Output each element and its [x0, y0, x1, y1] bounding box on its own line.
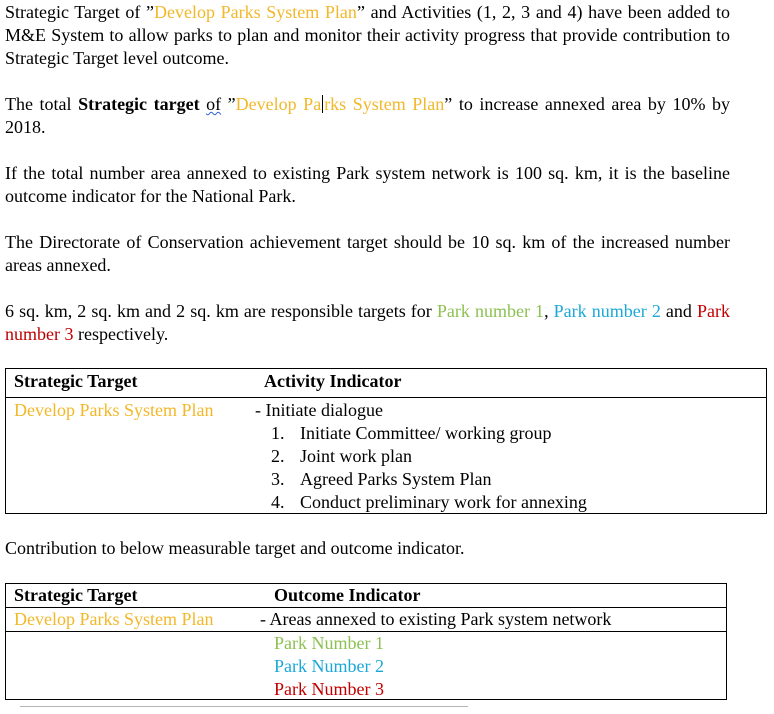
table-cell-park-1: Park Number 1 [274, 633, 384, 653]
table-cell-indicator: - Areas annexed to existing Park system network [260, 609, 612, 629]
paragraph-intro: Strategic Target of ”Develop Parks System Plan” and Activities (1, 2, 3 and 4) have been added to M&E System to allow parks to plan and monitor their activity progress that provide contribution to Strategic Target level outcome. [5, 2, 730, 68]
activity-list [271, 422, 587, 514]
paragraph-baseline: If the total number area annexed to existing Park system network is 100 sq. km, it is the baseline outcome indicator for the National Park. [5, 163, 730, 206]
activity-table [5, 368, 767, 514]
spelling-mark: of [206, 94, 222, 114]
table-cell-park-3: Park Number 3 [274, 679, 384, 699]
table-cell-target: Develop Parks System Plan [14, 400, 214, 420]
list-item: 3. Agreed Parks System Plan [271, 469, 492, 489]
park-3-label: Park number 3 [5, 301, 731, 344]
list-item: 4. Conduct preliminary work for annexing [271, 492, 587, 512]
outcome-table [5, 583, 727, 700]
table-header-strategic-target: Strategic Target [14, 371, 138, 391]
paragraph-contribution: Contribution to below measurable target and outcome indicator. [5, 538, 465, 558]
table-header-outcome-indicator: Outcome Indicator [274, 585, 421, 605]
table-cell-park-2: Park Number 2 [274, 656, 384, 676]
park-2-label: Park number 2 [553, 301, 661, 321]
table-cell-lead: - Initiate dialogue [255, 400, 383, 420]
table-cell-target: Develop Parks System Plan [14, 609, 214, 629]
list-item: 1. Initiate Committee/ working group [271, 423, 552, 443]
page-bottom-rule [20, 706, 468, 707]
table-divider [6, 397, 766, 398]
paragraph-directorate: The Directorate of Conservation achievement target should be 10 sq. km of the increased number areas annexed. [5, 232, 730, 275]
paragraph-park-targets: 6 sq. km, 2 sq. km and 2 sq. km are responsible targets for Park number 1, Park number 2 and Park number 3 respectively. [5, 301, 731, 344]
paragraph-strategic-target: The total Strategic target of ”Develop Pa rks System Plan” to increase annexed area by 10% by 2018. [5, 94, 730, 137]
strategic-target-name: Develop Parks System Plan [153, 2, 357, 22]
park-1-label: Park number 1 [436, 301, 545, 321]
table-header-activity-indicator: Activity Indicator [264, 371, 402, 391]
table-header-strategic-target: Strategic Target [14, 585, 138, 605]
list-item: 2. Joint work plan [271, 446, 412, 466]
